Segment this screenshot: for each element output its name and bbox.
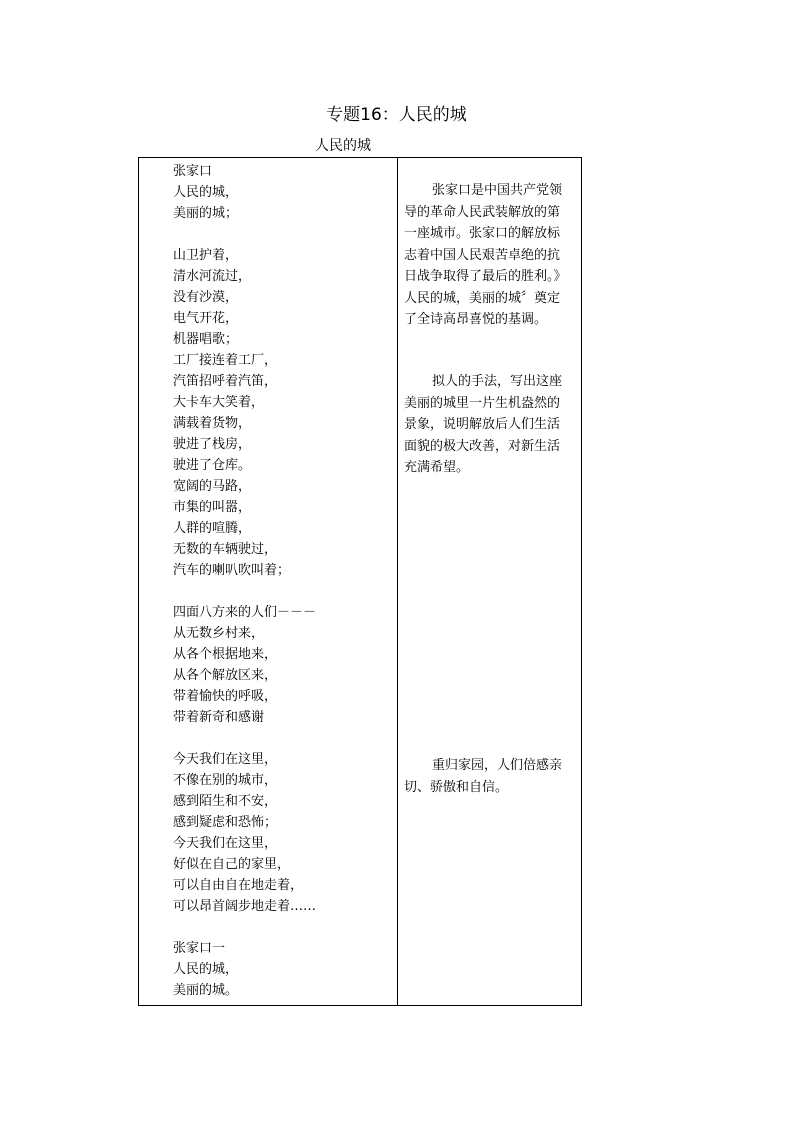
poem-line: 张家口 <box>173 164 213 179</box>
poem-line: 市集的叫嚣， <box>173 500 252 515</box>
page-title: 专题16：人民的城 <box>326 105 467 125</box>
poem-line: 可以自由自在地走着， <box>173 878 304 893</box>
column-divider <box>397 158 398 1005</box>
poem-line: 带着新奇和感谢 <box>173 710 265 725</box>
poem-line: 汽车的喇叭吹叫着； <box>173 563 291 578</box>
stanza-break <box>173 917 316 938</box>
annotation-3 <box>404 755 578 798</box>
stanza-break <box>173 728 316 749</box>
poem-line: 四面八方来的人们－－－ <box>173 605 317 620</box>
annotation-line: 志着中国人民艰苦卓绝的抗 <box>404 247 561 263</box>
annotation-line: 张家口是中国共产党领 <box>432 183 563 198</box>
poem-line: 驶进了仓库。 <box>173 458 252 473</box>
content-table <box>138 157 582 1006</box>
poem-line: 清水河流过， <box>173 269 252 284</box>
poem-line: 大卡车大笑着， <box>173 395 265 410</box>
poem-line: 人民的城， <box>173 185 239 200</box>
poem-line: 工厂接连着工厂， <box>173 353 278 368</box>
poem-line: 感到陌生和不安， <box>173 794 278 809</box>
annotation-line: 景象，说明解放后人们生活 <box>404 417 561 432</box>
poem-line: 机器唱歌； <box>173 332 239 347</box>
poem-line: 满载着货物， <box>173 416 252 431</box>
poem-line: 驶进了栈房， <box>173 437 252 452</box>
poem-line: 今天我们在这里， <box>173 836 278 851</box>
poem-line: 宽阔的马路， <box>173 479 252 494</box>
poem-line: 人民的城， <box>173 962 239 977</box>
poem-line: 今天我们在这里， <box>173 752 278 767</box>
poem-line: 汽笛招呼着汽笛， <box>173 374 278 389</box>
stanza-break <box>173 224 316 245</box>
poem-line: 不像在别的城市， <box>173 773 278 788</box>
poem-line: 美丽的城。 <box>173 983 239 998</box>
poem-line: 没有沙漠， <box>173 290 239 305</box>
poem-line: 从各个解放区来， <box>173 668 278 683</box>
poem-line: 好似在自己的家里， <box>173 857 291 872</box>
poem-line: 电气开花， <box>173 311 239 326</box>
annotation-line: 切、骄傲和自信。 <box>404 779 509 795</box>
annotation-line: 了全诗高昂喜悦的基调。 <box>404 312 548 327</box>
annotation-line: 导的革命人民武装解放的第 <box>404 204 561 220</box>
poem-line: 感到疑虑和恐怖； <box>173 815 278 830</box>
poem-line: 张家口一 <box>173 941 226 956</box>
annotation-line: 一座城市。张家口的解放标 <box>404 226 561 241</box>
stanza-break <box>173 581 316 602</box>
poem-line: 美丽的城； <box>173 206 239 221</box>
annotation-line: 美丽的城里一片生机盎然的 <box>404 395 561 411</box>
poem-line: 可以昂首阔步地走着…… <box>173 899 317 914</box>
annotation-line: 充满希望。 <box>404 460 470 475</box>
annotation-line: 拟人的手法，写出这座 <box>432 374 563 389</box>
annotation-line: 重归家园，人们倍感亲 <box>432 758 563 773</box>
annotation-2 <box>404 371 578 479</box>
poem-title: 人民的城 <box>315 138 371 154</box>
annotation-line: 日战争取得了最后的胜利。》 <box>404 269 567 284</box>
annotation-line: 面貌的极大改善，对新生活 <box>404 438 561 454</box>
annotation-line: 人民的城，美丽的城〞奠定 <box>404 290 561 306</box>
poem-line: 带着愉快的呼吸， <box>173 689 278 704</box>
poem-line: 从各个根据地来， <box>173 647 278 662</box>
annotation-1 <box>404 180 578 331</box>
poem-line: 从无数乡村来， <box>173 626 265 641</box>
poem-column <box>173 161 316 1001</box>
poem-line: 山卫护着， <box>173 248 239 263</box>
poem-line: 人群的喧腾， <box>173 521 252 536</box>
poem-line: 无数的车辆驶过， <box>173 542 278 557</box>
